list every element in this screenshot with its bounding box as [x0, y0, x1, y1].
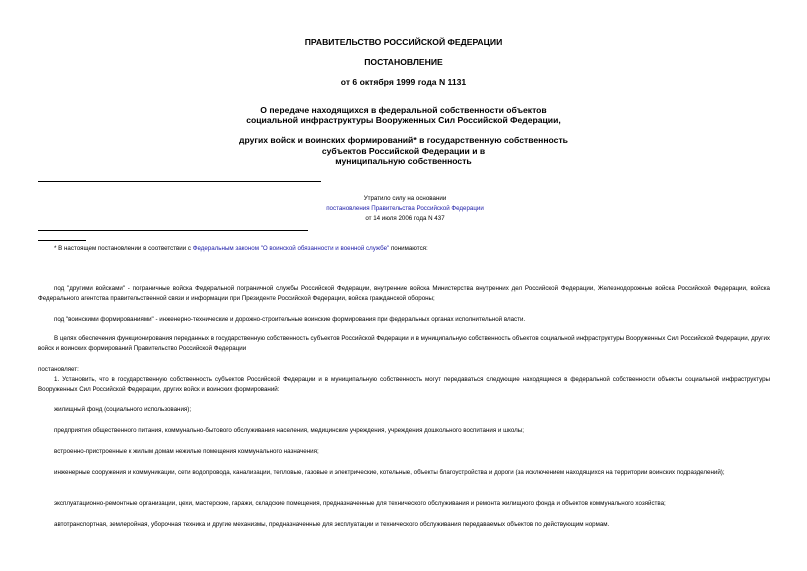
- list-item-machinery: автотранспортная, землеройная, уборочная техника и другие механизмы, предназначенные для эксплуатации и технического обслуживания передаваемых объектов по действующим нормам.: [54, 521, 610, 528]
- paragraph-item-1: 1. Установить, что в государственную собственность субъектов Российской Федерации и в муниципальную собственность могут передаваться следующие находящиеся в федеральной собственности объекты социальной инфраструктуры Вооруженных Сил Российской Федерации, других войск и воинских формирований:: [38, 376, 770, 394]
- paragraph-purpose: В целях обеспечения функционирования переданных в государственную собственность субъектов Российской Федерации и в муниципальную собственность объектов социальной инфраструктуры Вооруженных Сил Российской Федерации, других войск и воинских формирований Правительство Российской Федерации: [38, 335, 770, 353]
- list-item-premises: встроенно-пристроенные к жилым домам нежилые помещения коммунального назначения;: [54, 448, 319, 455]
- footnote-prefix: * В настоящем постановлении в соответствии с: [54, 245, 193, 252]
- document-type: ПОСТАНОВЛЕНИЕ: [364, 57, 443, 67]
- title-line-3: других войск и воинских формирований* в государственную собственность: [239, 135, 568, 145]
- status-line-1: Утратило силу на основании: [363, 195, 447, 202]
- paragraph-other-troops: под "другими войсками" - пограничные войска Федеральной пограничной службы Российской Федерации, внутренние войска Министерства внутренних дел Российской Федерации, Железнодорожные войска Российской Федерации, войска Федерального агентства правительственной связи и информации при Президенте Российской Федерации, войска гражданской обороны;: [38, 285, 770, 303]
- paragraph-resolves: постановляет:: [38, 366, 79, 373]
- title-line-2: социальной инфраструктуры Вооруженных Сил Российской Федерации,: [246, 115, 561, 125]
- title-line-5: муниципальную собственность: [335, 156, 472, 166]
- status-link[interactable]: постановления Правительства Российской Федерации: [326, 205, 484, 212]
- list-item-enterprises: предприятия общественного питания, коммунально-бытового обслуживания населения, медицинские учреждения, учреждения дошкольного воспитания и школы;: [54, 427, 524, 434]
- footnote: [54, 244, 754, 253]
- status-line-3: от 14 июля 2006 года N 437: [365, 215, 445, 222]
- list-item-engineering: инженерные сооружения и коммуникации, сети водопровода, канализации, тепловые, газовые и электрические, котельные, объекты благоустройства и дороги (за исключением находящихся на территории воинских подразделений);: [54, 469, 725, 476]
- separator-line: [38, 181, 321, 182]
- document-date-number: от 6 октября 1999 года N 1131: [340, 77, 467, 87]
- footnote-suffix: понимаются:: [389, 245, 428, 252]
- paragraph-military-formations: под "воинскими формированиями" - инженерно-технические и дорожно-строительные воинские формирования при федеральных органах исполнительной власти.: [54, 316, 526, 323]
- title-line-4: субъектов Российской Федерации и в: [321, 146, 486, 156]
- federal-law-link[interactable]: Федеральным законом "О воинской обязанности и военной службе": [192, 245, 390, 252]
- separator-line: [38, 230, 308, 231]
- title-line-1: О передаче находящихся в федеральной собственности объектов: [260, 105, 547, 115]
- government-heading: ПРАВИТЕЛЬСТВО РОССИЙСКОЙ ФЕДЕРАЦИИ: [304, 37, 503, 47]
- list-item-housing: жилищный фонд (социального использования);: [54, 406, 192, 413]
- footnote-separator: [38, 240, 86, 241]
- list-item-maintenance: эксплуатационно-ремонтные организации, цехи, мастерские, гаражи, складские помещения, предназначенные для технического обслуживания и ремонта жилищного фонда и объектов коммунального хозяйства;: [54, 500, 666, 507]
